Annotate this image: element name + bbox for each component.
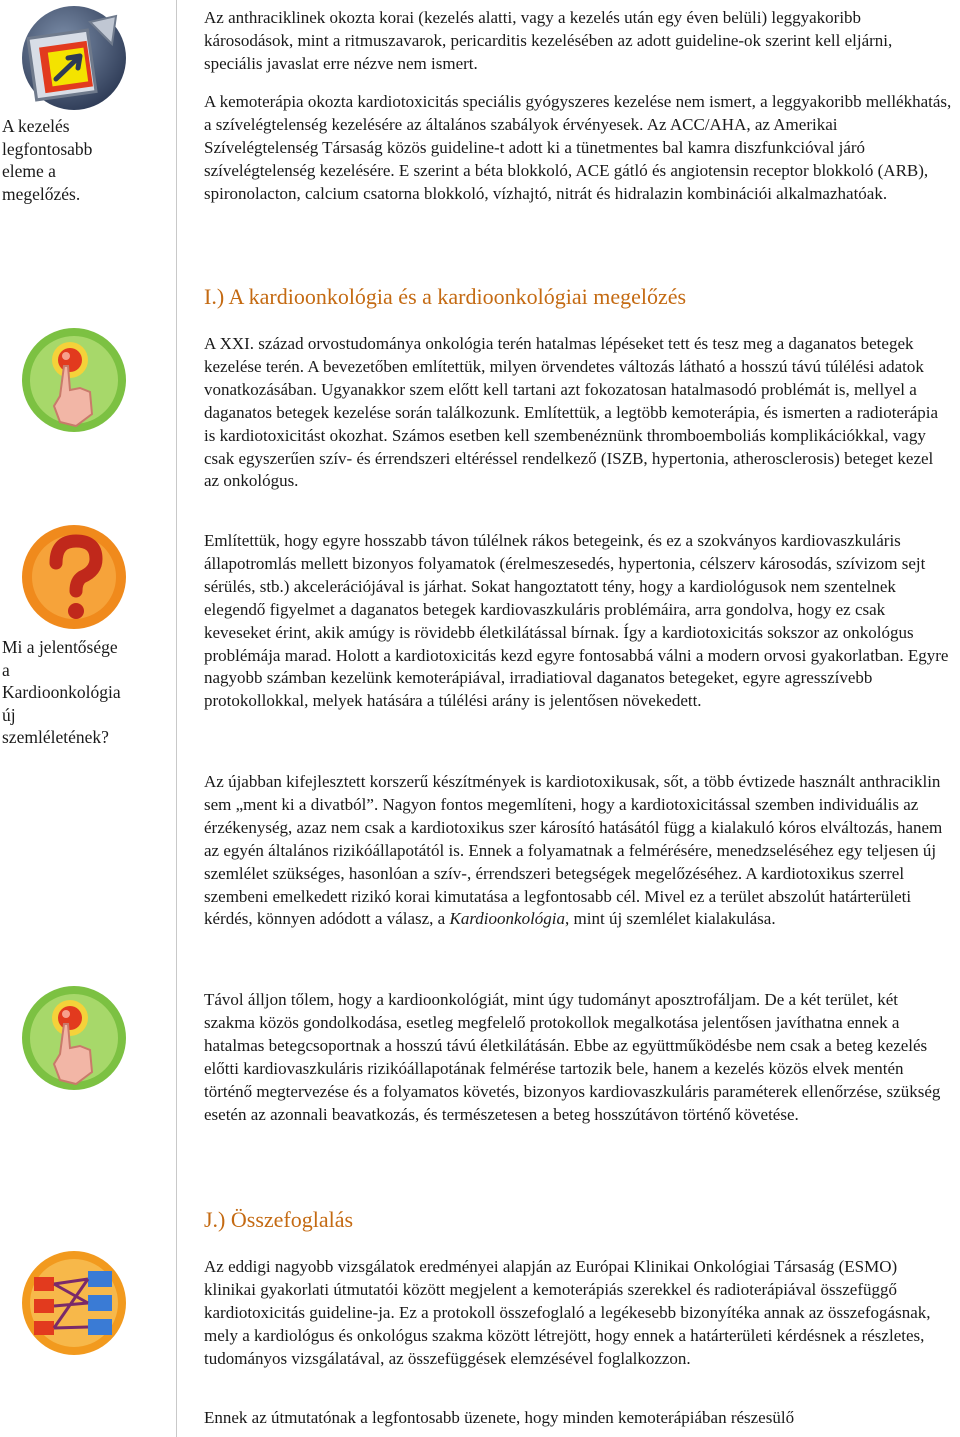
sidebar-label-line: Kardioonkológia [2,682,121,702]
emphasis-cardio-oncology: Kardioonkológia [449,909,566,929]
paragraph-text: , mint új szemlélet kialakulása. [565,909,776,929]
sidebar-label-line: új [2,704,16,725]
paragraph-survival: Említettük, hogy egyre hosszabb távon túlélnek rákos betegeink, és ez a szokványos kardiovaszkuláris állapotromlás mellett bizonyos folyamatok (érelmeszesedés, hypertonia, célszerv károsodás, szívizom sejt sérülés, stb.) akcelerációjával is járhat. Sokat hangoztatott tény, hogy a kardiológusok nem szentelnek elegendő figyelmet a daganatos betegek kardiovaszkuláris problémáira, arra gondolva, hogy ez csak keveseket érint, akik amúgy is rövidebb életkilátással bírnak. Így a kardiotoxicitás sokszor az onkológus problémája marad. Holott a kardiotoxicitás kezd egyre fontosabbá válni a modern orvosi gyakorlatban. Egyre nagyobb számban kezelünk kemoterápiával, irradiatioval daganatos betegeket, egyre agresszívebb protokollokkal, melyek hatására a túlélési arány is jelentősen növekedett. [204,531,949,711]
paragraph-cooperation: Távol álljon tőlem, hogy a kardioonkológiát, mint úgy tudományt aposztrofáljam. De a két terület, két szakma közös gondolkodása, esetleg megfelelő protokollok megalkotása jelentősen javíthatna ennek a hatalmas betegcsoportnak a hosszú távú életkilátásán. Ebbe az együttműködésbe nem csak a beteg kezelés előtti kardiovaszkuláris rizikóállapotának felmérése tartozik bele, hanem a kezelés közös elvek mentén történő megtervezése és a folyamatos követés, bizonyos kardiovaszkuláris paraméterek ellenőrzése, szükség esetén az azonnali beavatkozás, és természetesen a beteg hosszútávon történő követése. [204,990,941,1124]
sidebar-label-line: szemléletének? [2,727,109,747]
sidebar-label-significance [2,636,170,749]
sidebar-label-line: legfontosabb [2,138,93,159]
question-mark-icon [20,523,128,631]
sidebar-label-line: a [2,659,10,680]
flowchart-icon [20,1249,128,1357]
sidebar-label-line: A kezelés [2,116,70,136]
column-divider [176,0,177,1437]
paragraph-new-approach [204,771,952,931]
stop-button-hand-icon [20,984,128,1092]
paragraph-21st-century: A XXI. század orvostudománya onkológia terén hatalmas lépéseket tett és tesz meg a daganatos betegek kezelése terén. A bevezetőben említettük, milyen örvendetes változás látható a hosszú távú túlélési adatok vonatkozásában. Ugyanakkor szem előtt kell tartani azt fokozatosan hatalmasodó problémát is, mellyel a daganatos betegek kezelése során találkozunk. Említettük, a legtöbb kemoterápia, és ismerten a radioterápia is kardiotoxicitást okozhat. Számos esetben kell szembenéznünk thromboemboliás komplikációkkal, vagy csak egyszerűen szív- és érrendszeri eltéréssel rendelkező (ISZB, hypertonia, atherosclerosis) beteget kezel az onkológus. [204,334,939,491]
section-heading-i: I.) A kardioonkológia és a kardioonkológiai megelőzés [204,284,687,309]
stop-button-hand-icon [20,326,128,434]
warning-hand-icon [20,4,128,112]
paragraph-anthracycline: Az anthraciklinek okozta korai (kezelés alatti, vagy a kezelés után egy éven belüli) leggyakoribb károsodások, mint a ritmuszavarok, pericarditis kezelésében az adott guideline-ok szerint kell eljárni, speciális javaslat erre nézve nem ismert. [204,8,893,73]
sidebar-label-line: eleme a [2,161,56,181]
paragraph-text: Az újabban kifejlesztett korszerű készítmények is kardiotoxikusak, sőt, a több évtizede használt anthraciklin sem „ment ki a divatból”. Nagyon fontos megemlíteni, hogy a kardiotoxicitással szemben individuális az érzékenység, azaz nem csak a kardiotoxikus szer károsító hatásától függ a kialakuló kóros elváltozás, hanem az egyén általános rizikóállapotától is. Ennek a folyamatnak a felmérésére, menedzseléséhez egy teljesen új szemlélet szükséges, hasonlóan a szív-, érrendszeri betegségek megelőzéséhez. A kardiotoxikus szerrel szembeni emelkedett rizikó korai kimutatása a legfontosabb cél. Mivel ez a terület abszolút határterületi kérdés, könnyen adódott a válasz, a [204,772,943,929]
sidebar-label-line: megelőzés. [2,183,81,204]
paragraph-cardiotoxicity-treatment: A kemoterápia okozta kardiotoxicitás speciális gyógyszeres kezelése nem ismert, a leggyakoribb mellékhatás, a szívelégtelenség kezelésére az általános szabályok érvényesek. Az ACC/AHA, az Amerikai Szívelégtelenség Társaság közös guideline-t adott ki a tünetmentes bal kamra diszfunkcióval járó szívelégtelenség kezelésére. E szerint a béta blokkoló, ACE gátló és angiotensin receptor blokkoló (ARB), spironolacton, calcium csatorna blokkoló, vízhajtó, nitrát és hidralazin kombinációi alkalmazhatóak. [204,92,952,203]
paragraph-esmo: Az eddigi nagyobb vizsgálatok eredményei alapján az Európai Klinikai Onkológiai Társaság (ESMO) klinikai gyakorlati útmutatói között megjelent a kemoterápiás szerekkel és radioterápiával összefüggő kardiotoxicitás guideline-ja. Ez a protokoll összefoglaló a legékesebb bizonyítéka annak az összefogásnak, mely a kardiológus és onkológus szakma között létrejött, hogy ennek a határterületi kérdésnek a részletes, tudományos vizsgálatával, az összefüggések elemzésével foglalkozzon. [204,1257,931,1368]
paragraph-guideline-message: Ennek az útmutatónak a legfontosabb üzenete, hogy minden kemoterápiában részesülő [204,1408,795,1427]
sidebar-label-prevention [2,115,170,205]
sidebar-label-line: Mi a jelentősége [2,637,118,657]
section-heading-j: J.) Összefoglalás [204,1207,354,1232]
